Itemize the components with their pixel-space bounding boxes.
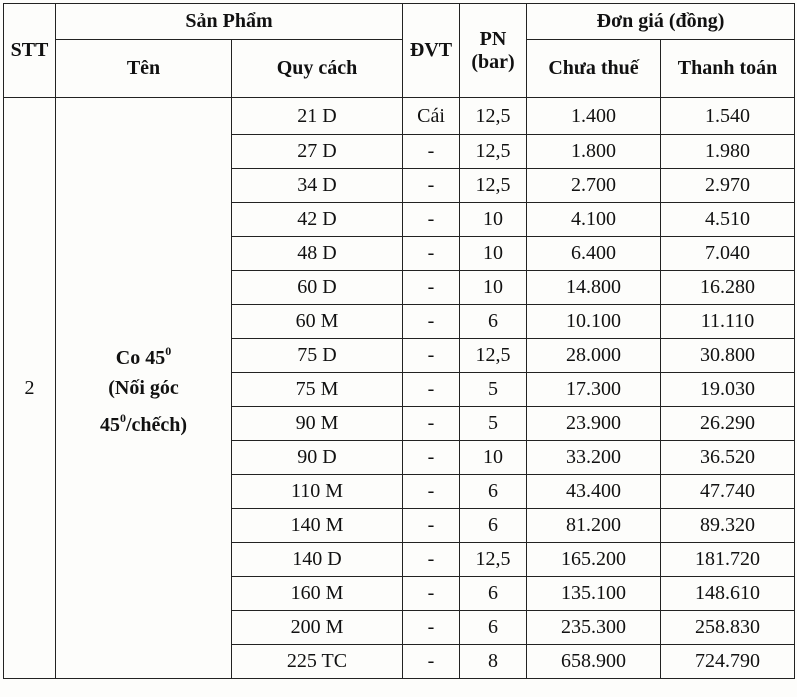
cell-dvt: - (403, 169, 460, 203)
cell-thanh-toan: 36.520 (661, 441, 795, 475)
cell-pn: 6 (460, 611, 527, 645)
cell-pn: 5 (460, 373, 527, 407)
cell-quy-cach: 48 D (232, 237, 403, 271)
cell-dvt: - (403, 509, 460, 543)
cell-dvt: - (403, 645, 460, 679)
cell-dvt: - (403, 441, 460, 475)
table-header (4, 4, 795, 98)
cell-thanh-toan: 16.280 (661, 271, 795, 305)
cell-thanh-toan: 2.970 (661, 169, 795, 203)
cell-quy-cach: 60 D (232, 271, 403, 305)
cell-quy-cach: 90 D (232, 441, 403, 475)
product-name-line3 (99, 411, 188, 436)
cell-pn: 6 (460, 305, 527, 339)
header-ten: Tên (56, 40, 232, 98)
cell-quy-cach: 34 D (232, 169, 403, 203)
cell-chua-thue: 1.400 (527, 98, 661, 135)
cell-chua-thue: 23.900 (527, 407, 661, 441)
cell-quy-cach: 225 TC (232, 645, 403, 679)
cell-pn: 6 (460, 577, 527, 611)
header-chua-thue: Chưa thuế (527, 40, 661, 98)
header-quy-cach: Quy cách (232, 40, 403, 98)
degree-sup: 0 (119, 411, 126, 425)
cell-dvt: - (403, 271, 460, 305)
cell-chua-thue: 14.800 (527, 271, 661, 305)
cell-chua-thue: 28.000 (527, 339, 661, 373)
cell-dvt: - (403, 203, 460, 237)
cell-quy-cach: 75 M (232, 373, 403, 407)
table-body (4, 98, 795, 679)
product-name-line1 (115, 344, 172, 369)
cell-quy-cach: 27 D (232, 135, 403, 169)
cell-pn: 6 (460, 475, 527, 509)
cell-thanh-toan: 89.320 (661, 509, 795, 543)
header-thanh-toan: Thanh toán (661, 40, 795, 98)
header-stt: STT (4, 4, 56, 98)
header-row-top (4, 4, 795, 40)
product-name-base: Co 45 (115, 347, 166, 369)
cell-pn: 6 (460, 509, 527, 543)
cell-chua-thue: 81.200 (527, 509, 661, 543)
cell-pn: 10 (460, 441, 527, 475)
cell-dvt: - (403, 373, 460, 407)
header-dvt: ĐVT (403, 4, 460, 98)
header-pn-unit: (bar) (471, 50, 515, 73)
cell-chua-thue: 2.700 (527, 169, 661, 203)
cell-pn: 12,5 (460, 169, 527, 203)
cell-chua-thue: 17.300 (527, 373, 661, 407)
cell-quy-cach: 42 D (232, 203, 403, 237)
cell-pn: 8 (460, 645, 527, 679)
cell-thanh-toan: 30.800 (661, 339, 795, 373)
cell-dvt: - (403, 611, 460, 645)
cell-quy-cach: 140 D (232, 543, 403, 577)
cell-pn: 10 (460, 237, 527, 271)
header-san-pham: Sản Phẩm (56, 4, 403, 40)
group-stt: 2 (4, 98, 56, 679)
cell-thanh-toan: 724.790 (661, 645, 795, 679)
product-name (56, 98, 232, 679)
header-don-gia: Đơn giá (đồng) (527, 4, 795, 40)
cell-thanh-toan: 11.110 (661, 305, 795, 339)
cell-quy-cach: 60 M (232, 305, 403, 339)
cell-dvt: - (403, 237, 460, 271)
cell-dvt: - (403, 135, 460, 169)
cell-chua-thue: 43.400 (527, 475, 661, 509)
cell-thanh-toan: 1.540 (661, 98, 795, 135)
cell-pn: 12,5 (460, 98, 527, 135)
cell-thanh-toan: 148.610 (661, 577, 795, 611)
cell-chua-thue: 6.400 (527, 237, 661, 271)
cell-chua-thue: 4.100 (527, 203, 661, 237)
price-table (3, 3, 795, 679)
cell-quy-cach: 21 D (232, 98, 403, 135)
cell-thanh-toan: 4.510 (661, 203, 795, 237)
cell-chua-thue: 235.300 (527, 611, 661, 645)
header-row-bottom (4, 40, 795, 98)
cell-quy-cach: 75 D (232, 339, 403, 373)
cell-dvt: - (403, 339, 460, 373)
product-angle-rest: /chếch) (125, 414, 188, 436)
cell-dvt: Cái (403, 98, 460, 135)
cell-dvt: - (403, 577, 460, 611)
cell-pn: 12,5 (460, 135, 527, 169)
cell-pn: 5 (460, 407, 527, 441)
product-name-line2: (Nối góc (108, 377, 179, 399)
cell-chua-thue: 135.100 (527, 577, 661, 611)
cell-pn: 10 (460, 271, 527, 305)
table-row (4, 98, 795, 135)
product-angle-base: 45 (99, 414, 120, 436)
cell-thanh-toan: 26.290 (661, 407, 795, 441)
cell-thanh-toan: 47.740 (661, 475, 795, 509)
cell-thanh-toan: 181.720 (661, 543, 795, 577)
cell-quy-cach: 160 M (232, 577, 403, 611)
cell-chua-thue: 1.800 (527, 135, 661, 169)
cell-dvt: - (403, 475, 460, 509)
cell-pn: 10 (460, 203, 527, 237)
header-pn (460, 4, 527, 98)
cell-quy-cach: 110 M (232, 475, 403, 509)
cell-dvt: - (403, 407, 460, 441)
cell-chua-thue: 10.100 (527, 305, 661, 339)
cell-dvt: - (403, 543, 460, 577)
cell-pn: 12,5 (460, 543, 527, 577)
cell-thanh-toan: 258.830 (661, 611, 795, 645)
cell-thanh-toan: 1.980 (661, 135, 795, 169)
degree-sup: 0 (165, 344, 172, 358)
cell-thanh-toan: 19.030 (661, 373, 795, 407)
cell-chua-thue: 658.900 (527, 645, 661, 679)
cell-chua-thue: 165.200 (527, 543, 661, 577)
cell-dvt: - (403, 305, 460, 339)
cell-quy-cach: 140 M (232, 509, 403, 543)
header-pn-label: PN (479, 27, 507, 50)
cell-quy-cach: 90 M (232, 407, 403, 441)
cell-chua-thue: 33.200 (527, 441, 661, 475)
cell-pn: 12,5 (460, 339, 527, 373)
cell-quy-cach: 200 M (232, 611, 403, 645)
cell-thanh-toan: 7.040 (661, 237, 795, 271)
